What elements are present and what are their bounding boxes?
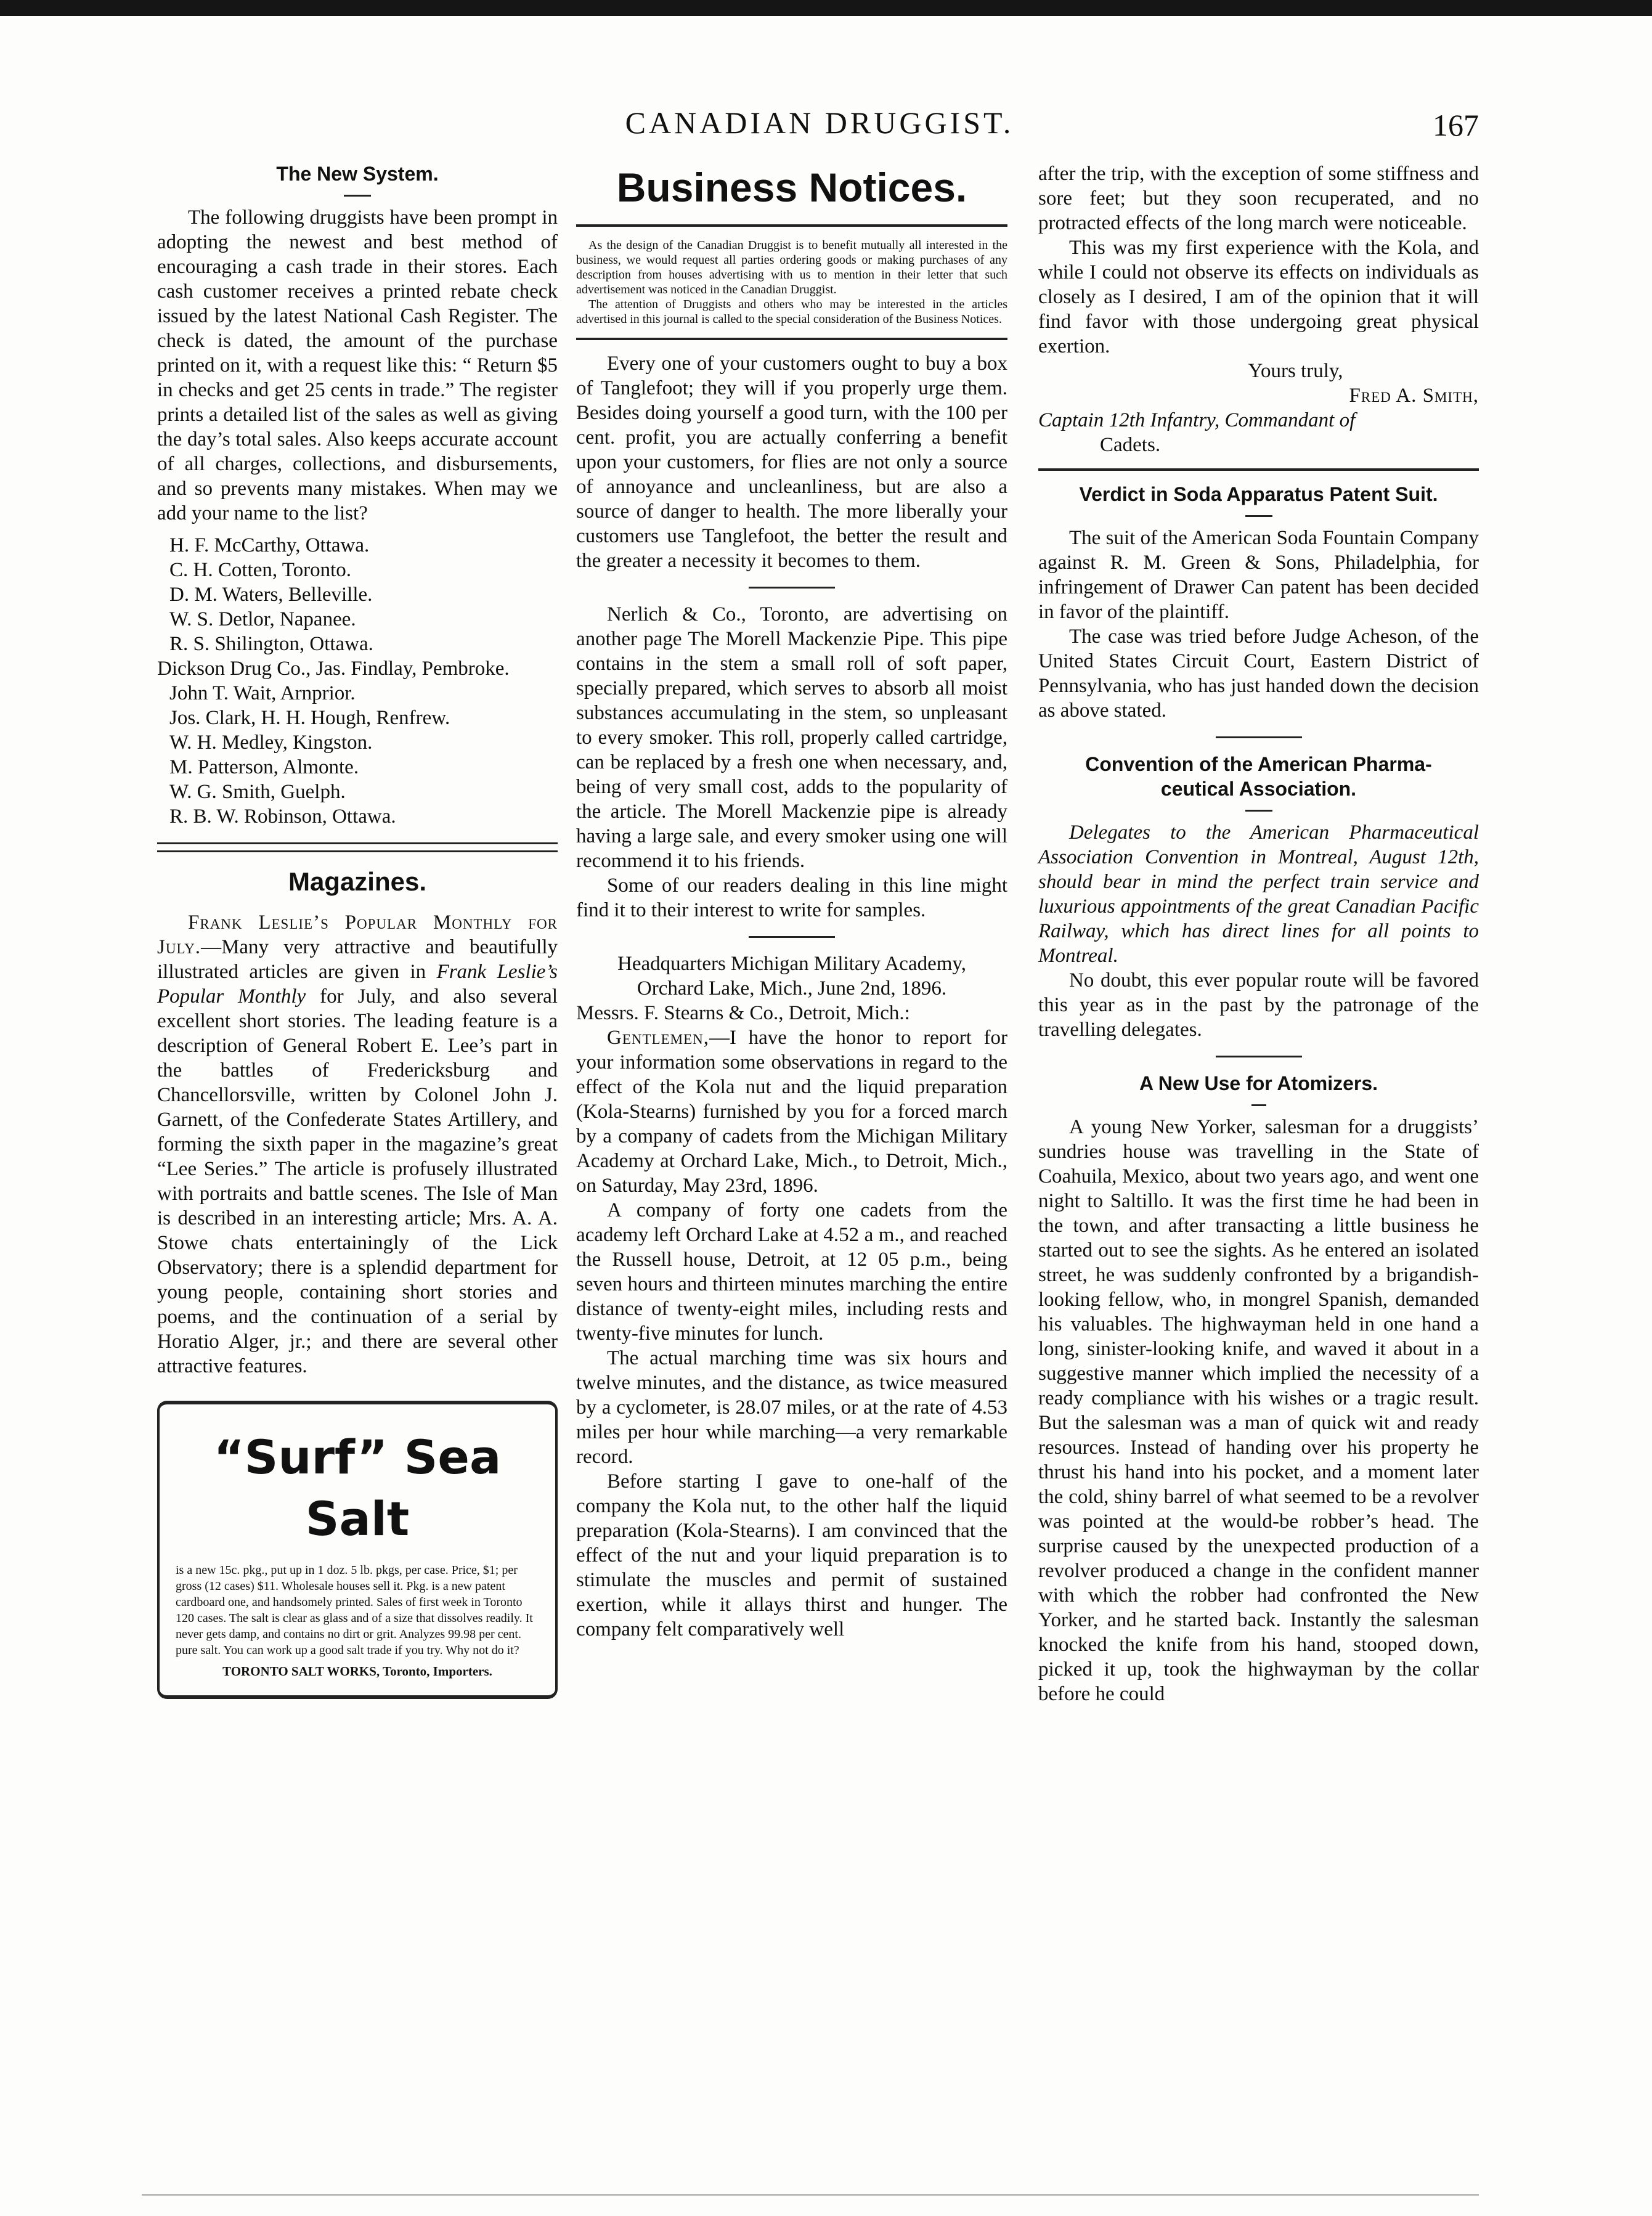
magazine-name: Frank Leslie’s Popular Monthly [157,961,558,1008]
druggist-list [157,533,558,829]
convention-heading-line: Convention of the American Pharma- [1085,753,1432,775]
business-notices-heading: Business Notices. [616,165,967,210]
letter-paragraph: Before starting I gave to one-half of the company the Kola nut, to the other half the liquid preparation (Kola-Stearns). I am convinced that the effect of the nut and your liquid preparation is to stimulate the muscles and permit of sustained exertion, while it allays thirst and hunger. The company felt comparatively well [576,1470,1007,1640]
page-header [160,92,1479,148]
section-rule [749,936,835,938]
convention-heading-line: ceutical Association. [1160,778,1357,800]
list-item: Jos. Clark, H. H. Hough, Renfrew. [169,707,450,729]
letter-date: Orchard Lake, Mich., June 2nd, 1896. [637,977,947,1000]
ad-title: “Surf” Sea Salt [213,1430,502,1546]
new-system-body: The following druggists have been prompt in adopting the newest and best method of encouraging a cash trade in their stores. Each cash customer receives a printed rebate check issued by the latest National Cash Register. The check is dated, the amount of the purchase printed on it, with a request like this: “ Return $5 in checks and get 25 cents in trade.” The register prints a detailed list of the sales as well as giving the day’s total sales. Also keeps accurate account of all charges, collections, and disbursements, and so prevents many mistakes. When may we add your name to the list? [157,206,558,524]
magazine-text: —Many very attractive and beautifully illustrated articles are given in [157,936,558,983]
new-system-heading: The New System. [276,163,439,185]
column-middle [576,161,1007,1642]
atomizers-heading: A New Use for Atomizers. [1139,1072,1378,1094]
intro-rule [576,338,1007,340]
list-item: John T. Wait, Arnprior. [169,682,356,704]
heading-dash [1251,1104,1266,1106]
nerlich-notice: Nerlich & Co., Toronto, are advertising on another page The Morell Mackenzie Pipe. This pipe contains in the stem a small roll of soft paper, specially prepared, which serves to absorb all moist substances accumulating in the stem, so unpleasant to every smoker. This roll, properly called cartridge, can be replaced by a fresh one when necessary, and, being of very small cost, adds to the popularity of the article. The Morell Mackenzie pipe is already having a large sale, and every smoker using one will recommend it to his friends. [576,603,1007,872]
section-rule [749,587,835,589]
heading-dash [1245,515,1272,517]
letter-paragraph: The actual marching time was six hours and twelve minutes, and the distance, as twice measured by a cyclometer, is 28.07 miles, or at the rate of 4.53 miles per hour while marching—a very remarkable record. [576,1347,1007,1468]
column-right [1038,161,1479,1706]
list-item: H. F. McCarthy, Ottawa. [169,534,370,556]
signer-title-cont: Cadets. [1100,434,1161,456]
list-item: M. Patterson, Almonte. [169,756,359,778]
magazines-heading: Magazines. [288,867,427,896]
heading-dash [1245,810,1272,812]
heading-rule [576,224,1007,227]
letter-text: —I have the honor to report for your information some observations in regard to the effect of the Kola nut and the liquid preparation (Kola-Stearns) furnished by you for a forced march by a company of cadets from the Michigan Military Academy at Orchard Lake, Mich., to Detroit, Mich., on Saturday, May 23rd, 1896. [576,1027,1007,1197]
tanglefoot-notice: Every one of your customers ought to buy a box of Tanglefoot; they will if you properly urge them. Besides doing yourself a good turn, with the 100 per cent. profit, you are actually conferring a benefit upon your customers, for flies are not only a source of annoyance and uncleanliness, but are also a source of danger to health. The more liberally your customers use Tanglefoot, the better the result and the greater a necessity it becomes to them. [576,352,1007,572]
notices-intro-2: The attention of Druggists and others who may be interested in the articles advertised in this journal is called to the special consideration of the Business Notices. [576,298,1007,326]
surf-sea-salt-ad [157,1401,558,1699]
journal-title: CANADIAN DRUGGIST. [625,105,1014,140]
list-item: D. M. Waters, Belleville. [169,584,373,606]
magazine-lead: Frank Leslie’s Popular Monthly for July. [157,911,558,958]
letter-salutation: Gentlemen, [607,1027,709,1049]
list-item: C. H. Cotten, Toronto. [169,559,352,581]
list-item: R. B. W. Robinson, Ottawa. [169,805,396,828]
verdict-body: The suit of the American Soda Fountain Company against R. M. Green & Sons, Philadelphia, for infringement of Drawer Can patent has been decided in favor of the plaintiff. [1038,527,1479,623]
letter-continuation: after the trip, with the exception of some stiffness and sore feet; but they soon recuperated, and no protracted effects of the long march were noticeable. [1038,163,1479,234]
letter-paragraph: A company of forty one cadets from the academy left Orchard Lake at 4.52 a m., and reached the Russell house, Detroit, at 12 05 p.m., being seven hours and thirteen minutes marching the entire distance of twenty-eight miles, including rests and twenty-five minutes for lunch. [576,1199,1007,1345]
letter-closing: Yours truly, [1248,360,1343,382]
section-rule [1216,736,1302,738]
page-top-border [0,0,1652,16]
nerlich-notice-2: Some of our readers dealing in this line might find it to their interest to write for samples. [576,874,1007,921]
magazine-text: for July, and also several excellent short stories. The leading feature is a description of General Robert E. Lee’s part in the battles of Fredericksburg and Chancellorsville, written by Colonel John J. Garnett, of the Confederate States Artillery, and forming the sixth paper in the magazine’s great “Lee Series.” The article is profusely illustrated with portraits and battle scenes. The Isle of Man is described in an interesting article; Mrs. A. A. Stowe chats entertainingly of the Lick Observatory; there is a splendid department for young people, containing short stories and poems, and the continuation of a serial by Horatio Alger, jr.; and there are several other attractive features. [157,985,558,1377]
ad-footer: TORONTO SALT WORKS, Toronto, Importers. [222,1664,492,1679]
section-rule [1038,468,1479,471]
page-bottom-edge [142,2194,1479,2196]
list-item: Dickson Drug Co., Jas. Findlay, Pembroke. [157,658,510,680]
column-left [157,161,558,1699]
heading-dash [344,195,371,197]
letter-signer: Fred A. Smith, [1349,385,1479,407]
page-number: 167 [1433,108,1479,142]
list-item: W. G. Smith, Guelph. [169,781,346,803]
section-double-rule [157,842,558,852]
verdict-heading: Verdict in Soda Apparatus Patent Suit. [1079,483,1438,505]
ad-body: is a new 15c. pkg., put up in 1 doz. 5 lb. pkgs, per case. Price, $1; per gross (12 cases) $11. Wholesale houses sell it. Pkg. is a new patent cardboard one, and handsomely printed. Sales of first week in Toronto 120 cases. The salt is clear as glass and of a size that dissolves readily. It never gets damp, and contains no dirt or grit. Analyzes 99.98 per cent. pure salt. You can work up a good salt trade if you try. Why not do it? [176,1563,533,1657]
letter-paragraph [576,1025,1007,1198]
letter-address: Messrs. F. Stearns & Co., Detroit, Mich.: [576,1002,910,1024]
atomizers-body: A young New Yorker, salesman for a druggists’ sundries house was travelling in the State of Coahuila, Mexico, about two years ago, and went one night to Saltillo. It was the first time he had been in the town, and after transacting a little business he started out to see the sights. As he entered an isolated street, he was suddenly confronted by a brigandish-looking fellow, who, in mongrel Spanish, demanded his valuables. The highwayman held in one hand a long, sinister-looking knife, and waved it about in a suggestive manner which implied the necessity of a ready compliance with his wishes or a tragic result. But the salesman was a man of quick wit and ready resources. Instead of handing over his property he thrust his hand into his pocket, and a moment later the cold, shiny barrel of what seemed to be a revolver was pointed at the would-be robber’s head. The surprise caused by the unexpected production of a revolver produced a change in the confident manner with which the robber had confronted the New Yorker, and he started back. Instantly the salesman knocked the knife from his hand, stooped down, picked it up, took the highwayman by the collar before he could [1038,1116,1479,1705]
letter-paragraph: This was my first experience with the Kola, and while I could not observe its effects on individuals as closely as I desired, I am of the opinion that it will find favor with those undergoing great physical exertion. [1038,237,1479,357]
magazines-body [157,910,558,1379]
convention-text: Delegates to the American Pharmaceutical Association Convention in Montreal, August 12th, should bear in mind the perfect train service and luxurious appointments of the great Canadian Pacific Railway, which has direct lines for all points to Montreal. [1038,821,1479,967]
verdict-body-2: The case was tried before Judge Acheson, of the United States Circuit Court, Eastern District of Pennsylvania, who has just handed down the decision as above stated. [1038,625,1479,722]
list-item: R. S. Shilington, Ottawa. [169,633,373,655]
letter-heading: Headquarters Michigan Military Academy, [617,953,966,975]
convention-body [1038,820,1479,968]
list-item: W. H. Medley, Kingston. [169,731,373,754]
notices-intro: As the design of the Canadian Druggist is to benefit mutually all interested in the business, we would request all parties ordering goods or making purchases of any description from houses advertising with us to mention in their letter that such advertisement was noticed in the Canadian Druggist. [576,238,1007,296]
section-rule [1216,1056,1302,1057]
list-item: W. S. Detlor, Napanee. [169,608,356,630]
signer-title-text: Captain 12th Infantry, Commandant of [1038,409,1356,431]
convention-heading [1038,752,1479,801]
convention-body-2: No doubt, this ever popular route will be favored this year as in the past by the patronage of the travelling delegates. [1038,969,1479,1041]
signer-title [1038,408,1479,433]
